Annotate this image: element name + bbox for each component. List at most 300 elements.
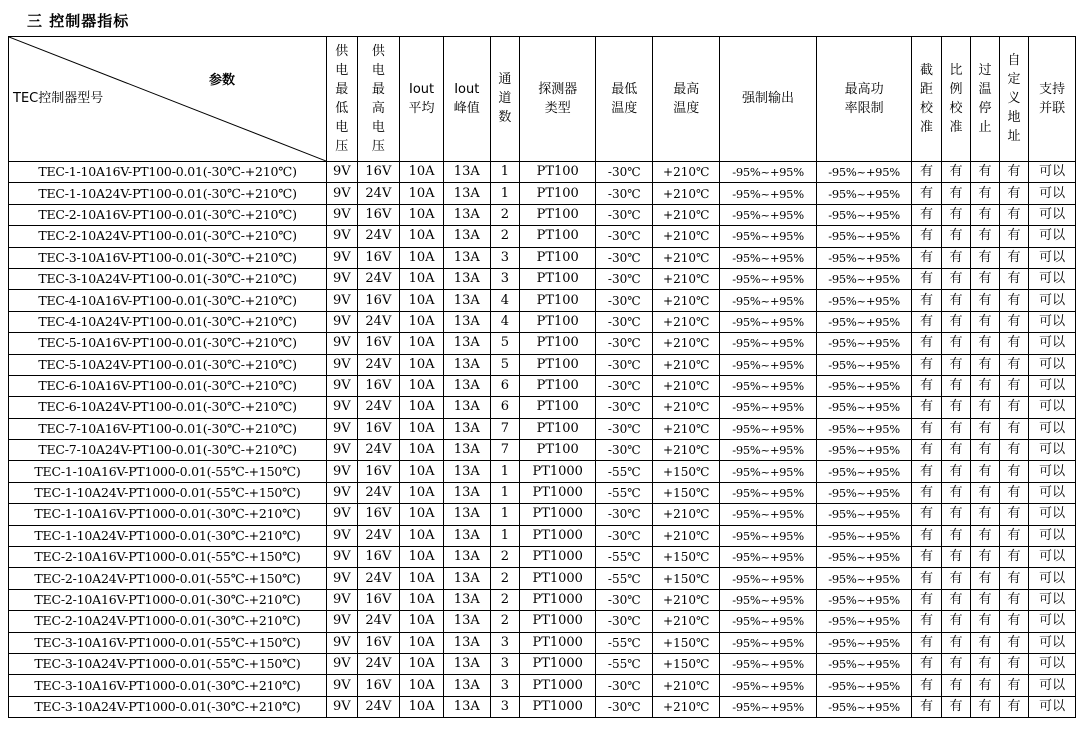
cell-ch: 7	[490, 418, 519, 439]
cell-force: -95%~+95%	[720, 375, 817, 396]
table-row	[9, 440, 1076, 461]
cell-model: TEC-3-10A16V-PT100-0.01(-30℃-+210℃)	[9, 247, 327, 268]
cell-plimit: -95%~+95%	[816, 589, 912, 610]
cell-tmin: -30℃	[596, 226, 653, 247]
cell-scale: 有	[941, 226, 970, 247]
cell-model: TEC-1-10A16V-PT1000-0.01(-55℃-+150℃)	[9, 461, 327, 482]
cell-offset: 有	[912, 696, 941, 717]
header-vmin-line: 最	[335, 81, 349, 97]
cell-scale: 有	[941, 354, 970, 375]
cell-addr: 有	[999, 482, 1028, 503]
header-sensor-line: 类型	[544, 100, 571, 116]
cell-vmax: 24V	[357, 611, 400, 632]
header-otp-line: 过	[978, 62, 992, 78]
cell-addr: 有	[999, 183, 1028, 204]
header-parallel-line: 并联	[1039, 100, 1066, 116]
cell-plimit: -95%~+95%	[816, 611, 912, 632]
cell-iavg: 10A	[400, 418, 444, 439]
cell-tmin: -30℃	[596, 375, 653, 396]
cell-tmax: +210℃	[653, 375, 720, 396]
header-tmax	[653, 37, 720, 162]
cell-sensor: PT100	[520, 183, 596, 204]
cell-sensor: PT100	[520, 333, 596, 354]
cell-tmin: -30℃	[596, 354, 653, 375]
header-vmax-line: 最	[371, 81, 385, 97]
cell-model: TEC-4-10A16V-PT100-0.01(-30℃-+210℃)	[9, 290, 327, 311]
cell-addr: 有	[999, 504, 1028, 525]
cell-scale: 有	[941, 162, 970, 183]
cell-addr: 有	[999, 440, 1028, 461]
cell-iavg: 10A	[400, 632, 444, 653]
param-header-label: 参数	[209, 73, 236, 88]
cell-otp: 有	[971, 354, 999, 375]
cell-vmax: 24V	[357, 226, 400, 247]
cell-force: -95%~+95%	[720, 440, 817, 461]
cell-scale: 有	[941, 183, 970, 204]
cell-vmin: 9V	[327, 547, 357, 568]
cell-ch: 1	[490, 183, 519, 204]
cell-offset: 有	[912, 589, 941, 610]
cell-ch: 3	[490, 696, 519, 717]
header-sensor	[520, 37, 596, 162]
cell-iavg: 10A	[400, 375, 444, 396]
cell-ch: 2	[490, 204, 519, 225]
header-iavg-line: Iout	[408, 81, 435, 97]
cell-vmin: 9V	[327, 226, 357, 247]
cell-ipeak: 13A	[443, 290, 490, 311]
cell-model: TEC-2-10A16V-PT1000-0.01(-30℃-+210℃)	[9, 589, 327, 610]
cell-model: TEC-2-10A24V-PT100-0.01(-30℃-+210℃)	[9, 226, 327, 247]
cell-vmin: 9V	[327, 204, 357, 225]
cell-vmax: 16V	[357, 333, 400, 354]
cell-vmin: 9V	[327, 461, 357, 482]
cell-ipeak: 13A	[443, 461, 490, 482]
cell-model: TEC-3-10A16V-PT1000-0.01(-30℃-+210℃)	[9, 675, 327, 696]
table-row	[9, 547, 1076, 568]
cell-parallel: 可以	[1029, 162, 1076, 183]
cell-plimit: -95%~+95%	[816, 568, 912, 589]
cell-vmin: 9V	[327, 375, 357, 396]
header-vmax-line: 供	[371, 43, 385, 59]
cell-otp: 有	[971, 653, 999, 674]
header-offset-line: 准	[920, 119, 934, 135]
table-row	[9, 183, 1076, 204]
cell-tmax: +210℃	[653, 675, 720, 696]
cell-vmax: 24V	[357, 525, 400, 546]
cell-offset: 有	[912, 547, 941, 568]
cell-offset: 有	[912, 482, 941, 503]
cell-iavg: 10A	[400, 247, 444, 268]
cell-vmax: 16V	[357, 418, 400, 439]
cell-ch: 1	[490, 504, 519, 525]
cell-tmax: +210℃	[653, 397, 720, 418]
cell-sensor: PT100	[520, 247, 596, 268]
cell-otp: 有	[971, 696, 999, 717]
cell-offset: 有	[912, 247, 941, 268]
cell-model: TEC-3-10A24V-PT1000-0.01(-55℃-+150℃)	[9, 653, 327, 674]
cell-ch: 5	[490, 333, 519, 354]
cell-plimit: -95%~+95%	[816, 397, 912, 418]
cell-ipeak: 13A	[443, 525, 490, 546]
cell-tmax: +150℃	[653, 547, 720, 568]
cell-scale: 有	[941, 397, 970, 418]
cell-scale: 有	[941, 482, 970, 503]
cell-tmin: -55℃	[596, 461, 653, 482]
cell-parallel: 可以	[1029, 611, 1076, 632]
cell-tmin: -30℃	[596, 611, 653, 632]
cell-force: -95%~+95%	[720, 653, 817, 674]
cell-otp: 有	[971, 504, 999, 525]
cell-tmax: +210℃	[653, 504, 720, 525]
header-sensor-line: 探测器	[538, 81, 578, 97]
cell-tmin: -30℃	[596, 247, 653, 268]
cell-iavg: 10A	[400, 482, 444, 503]
header-vmin-line: 压	[335, 138, 349, 154]
header-vmin-line: 供	[335, 43, 349, 59]
cell-tmax: +210℃	[653, 589, 720, 610]
header-tmin-line: 温度	[611, 100, 638, 116]
cell-sensor: PT1000	[520, 461, 596, 482]
cell-vmax: 24V	[357, 568, 400, 589]
cell-model: TEC-2-10A24V-PT1000-0.01(-55℃-+150℃)	[9, 568, 327, 589]
cell-tmax: +150℃	[653, 632, 720, 653]
cell-ch: 2	[490, 226, 519, 247]
cell-scale: 有	[941, 290, 970, 311]
cell-ipeak: 13A	[443, 418, 490, 439]
table-row	[9, 226, 1076, 247]
header-iavg	[400, 37, 444, 162]
cell-offset: 有	[912, 183, 941, 204]
cell-parallel: 可以	[1029, 696, 1076, 717]
cell-addr: 有	[999, 653, 1028, 674]
cell-otp: 有	[971, 482, 999, 503]
cell-ipeak: 13A	[443, 440, 490, 461]
cell-tmax: +210℃	[653, 247, 720, 268]
cell-tmax: +210℃	[653, 183, 720, 204]
cell-addr: 有	[999, 226, 1028, 247]
cell-otp: 有	[971, 568, 999, 589]
cell-vmin: 9V	[327, 354, 357, 375]
cell-ipeak: 13A	[443, 611, 490, 632]
cell-force: -95%~+95%	[720, 461, 817, 482]
cell-model: TEC-5-10A16V-PT100-0.01(-30℃-+210℃)	[9, 333, 327, 354]
header-addr-line: 定	[1007, 72, 1021, 87]
cell-offset: 有	[912, 504, 941, 525]
cell-tmin: -30℃	[596, 333, 653, 354]
header-addr	[999, 37, 1028, 162]
cell-sensor: PT100	[520, 354, 596, 375]
cell-offset: 有	[912, 226, 941, 247]
cell-scale: 有	[941, 268, 970, 289]
cell-force: -95%~+95%	[720, 226, 817, 247]
cell-parallel: 可以	[1029, 204, 1076, 225]
cell-tmax: +210℃	[653, 290, 720, 311]
cell-ipeak: 13A	[443, 504, 490, 525]
cell-force: -95%~+95%	[720, 568, 817, 589]
cell-tmax: +210℃	[653, 696, 720, 717]
cell-iavg: 10A	[400, 397, 444, 418]
cell-vmin: 9V	[327, 440, 357, 461]
header-otp-line: 止	[978, 119, 992, 135]
cell-scale: 有	[941, 568, 970, 589]
header-otp	[971, 37, 999, 162]
cell-tmin: -55℃	[596, 632, 653, 653]
header-ch-line: 通	[498, 72, 512, 87]
cell-force: -95%~+95%	[720, 268, 817, 289]
cell-model: TEC-1-10A16V-PT100-0.01(-30℃-+210℃)	[9, 162, 327, 183]
cell-addr: 有	[999, 162, 1028, 183]
table-row	[9, 397, 1076, 418]
cell-ch: 3	[490, 247, 519, 268]
header-vmin-line: 电	[335, 62, 349, 78]
cell-ipeak: 13A	[443, 568, 490, 589]
cell-vmax: 16V	[357, 589, 400, 610]
cell-model: TEC-7-10A24V-PT100-0.01(-30℃-+210℃)	[9, 440, 327, 461]
cell-iavg: 10A	[400, 162, 444, 183]
cell-iavg: 10A	[400, 204, 444, 225]
cell-parallel: 可以	[1029, 333, 1076, 354]
cell-sensor: PT100	[520, 226, 596, 247]
table-row	[9, 611, 1076, 632]
cell-scale: 有	[941, 461, 970, 482]
cell-otp: 有	[971, 311, 999, 332]
cell-plimit: -95%~+95%	[816, 440, 912, 461]
header-vmin	[327, 37, 357, 162]
cell-vmin: 9V	[327, 568, 357, 589]
cell-iavg: 10A	[400, 696, 444, 717]
cell-vmin: 9V	[327, 611, 357, 632]
cell-parallel: 可以	[1029, 632, 1076, 653]
cell-scale: 有	[941, 440, 970, 461]
cell-vmax: 16V	[357, 204, 400, 225]
header-force-line: 强制输出	[742, 91, 795, 106]
cell-parallel: 可以	[1029, 547, 1076, 568]
cell-offset: 有	[912, 525, 941, 546]
header-offset-line: 距	[920, 81, 934, 97]
cell-offset: 有	[912, 311, 941, 332]
cell-ch: 1	[490, 461, 519, 482]
cell-addr: 有	[999, 247, 1028, 268]
header-scale-line: 准	[949, 119, 963, 135]
cell-vmin: 9V	[327, 525, 357, 546]
cell-force: -95%~+95%	[720, 333, 817, 354]
header-vmax	[357, 37, 400, 162]
cell-offset: 有	[912, 290, 941, 311]
cell-iavg: 10A	[400, 333, 444, 354]
cell-plimit: -95%~+95%	[816, 226, 912, 247]
cell-addr: 有	[999, 611, 1028, 632]
cell-parallel: 可以	[1029, 290, 1076, 311]
cell-vmax: 16V	[357, 675, 400, 696]
cell-vmin: 9V	[327, 183, 357, 204]
cell-vmin: 9V	[327, 162, 357, 183]
cell-tmax: +150℃	[653, 461, 720, 482]
cell-sensor: PT1000	[520, 696, 596, 717]
header-addr-line: 自	[1007, 53, 1021, 68]
cell-model: TEC-1-10A24V-PT100-0.01(-30℃-+210℃)	[9, 183, 327, 204]
header-plimit	[816, 37, 912, 162]
table-row	[9, 311, 1076, 332]
header-vmax-line: 高	[371, 100, 385, 116]
cell-addr: 有	[999, 525, 1028, 546]
cell-iavg: 10A	[400, 504, 444, 525]
cell-addr: 有	[999, 547, 1028, 568]
cell-parallel: 可以	[1029, 268, 1076, 289]
cell-addr: 有	[999, 333, 1028, 354]
cell-vmax: 24V	[357, 354, 400, 375]
cell-ipeak: 13A	[443, 696, 490, 717]
cell-vmin: 9V	[327, 311, 357, 332]
cell-vmin: 9V	[327, 482, 357, 503]
cell-tmin: -30℃	[596, 589, 653, 610]
cell-addr: 有	[999, 397, 1028, 418]
cell-ch: 2	[490, 611, 519, 632]
cell-scale: 有	[941, 653, 970, 674]
cell-tmin: -30℃	[596, 162, 653, 183]
header-tmax-line: 最高	[673, 81, 700, 97]
cell-otp: 有	[971, 632, 999, 653]
cell-scale: 有	[941, 333, 970, 354]
cell-model: TEC-2-10A16V-PT100-0.01(-30℃-+210℃)	[9, 204, 327, 225]
header-addr-line: 址	[1007, 129, 1021, 144]
header-addr-line: 义	[1007, 91, 1021, 106]
cell-ipeak: 13A	[443, 204, 490, 225]
cell-ipeak: 13A	[443, 226, 490, 247]
cell-tmin: -30℃	[596, 397, 653, 418]
cell-plimit: -95%~+95%	[816, 268, 912, 289]
cell-sensor: PT100	[520, 311, 596, 332]
cell-tmin: -55℃	[596, 547, 653, 568]
cell-model: TEC-3-10A24V-PT1000-0.01(-30℃-+210℃)	[9, 696, 327, 717]
cell-vmax: 24V	[357, 653, 400, 674]
cell-tmax: +210℃	[653, 418, 720, 439]
cell-model: TEC-1-10A24V-PT1000-0.01(-30℃-+210℃)	[9, 525, 327, 546]
cell-iavg: 10A	[400, 354, 444, 375]
cell-iavg: 10A	[400, 290, 444, 311]
header-scale-line: 比	[949, 62, 963, 78]
cell-plimit: -95%~+95%	[816, 333, 912, 354]
cell-tmin: -30℃	[596, 204, 653, 225]
table-row	[9, 354, 1076, 375]
cell-ch: 3	[490, 632, 519, 653]
cell-sensor: PT100	[520, 440, 596, 461]
cell-offset: 有	[912, 440, 941, 461]
header-otp-line: 停	[978, 100, 992, 116]
cell-addr: 有	[999, 311, 1028, 332]
controller-spec-table	[8, 36, 1076, 718]
cell-force: -95%~+95%	[720, 547, 817, 568]
table-row	[9, 525, 1076, 546]
cell-vmax: 24V	[357, 440, 400, 461]
table-row	[9, 375, 1076, 396]
cell-scale: 有	[941, 611, 970, 632]
cell-vmin: 9V	[327, 653, 357, 674]
cell-parallel: 可以	[1029, 568, 1076, 589]
cell-force: -95%~+95%	[720, 183, 817, 204]
cell-force: -95%~+95%	[720, 589, 817, 610]
table-row	[9, 504, 1076, 525]
cell-tmax: +210℃	[653, 354, 720, 375]
section-title: 三 控制器指标	[27, 12, 130, 30]
cell-vmin: 9V	[327, 247, 357, 268]
cell-otp: 有	[971, 247, 999, 268]
cell-scale: 有	[941, 375, 970, 396]
cell-otp: 有	[971, 675, 999, 696]
cell-plimit: -95%~+95%	[816, 482, 912, 503]
cell-tmax: +150℃	[653, 653, 720, 674]
table-row	[9, 568, 1076, 589]
header-ipeak-line: 峰值	[453, 100, 480, 116]
cell-plimit: -95%~+95%	[816, 504, 912, 525]
cell-otp: 有	[971, 204, 999, 225]
cell-force: -95%~+95%	[720, 290, 817, 311]
cell-iavg: 10A	[400, 311, 444, 332]
cell-vmin: 9V	[327, 397, 357, 418]
cell-vmin: 9V	[327, 504, 357, 525]
cell-model: TEC-6-10A16V-PT100-0.01(-30℃-+210℃)	[9, 375, 327, 396]
cell-ch: 4	[490, 290, 519, 311]
cell-ipeak: 13A	[443, 183, 490, 204]
cell-tmax: +210℃	[653, 162, 720, 183]
cell-ipeak: 13A	[443, 311, 490, 332]
cell-vmax: 24V	[357, 268, 400, 289]
cell-scale: 有	[941, 311, 970, 332]
header-ch-line: 道	[498, 91, 512, 106]
header-tmin	[596, 37, 653, 162]
cell-parallel: 可以	[1029, 482, 1076, 503]
cell-iavg: 10A	[400, 461, 444, 482]
cell-scale: 有	[941, 504, 970, 525]
cell-scale: 有	[941, 547, 970, 568]
cell-vmax: 16V	[357, 461, 400, 482]
cell-otp: 有	[971, 162, 999, 183]
table-body	[9, 162, 1076, 718]
cell-vmax: 16V	[357, 375, 400, 396]
cell-sensor: PT1000	[520, 653, 596, 674]
cell-vmin: 9V	[327, 632, 357, 653]
cell-otp: 有	[971, 440, 999, 461]
cell-plimit: -95%~+95%	[816, 290, 912, 311]
cell-force: -95%~+95%	[720, 504, 817, 525]
cell-tmin: -55℃	[596, 653, 653, 674]
cell-addr: 有	[999, 461, 1028, 482]
cell-sensor: PT1000	[520, 675, 596, 696]
cell-iavg: 10A	[400, 525, 444, 546]
cell-parallel: 可以	[1029, 311, 1076, 332]
cell-parallel: 可以	[1029, 183, 1076, 204]
cell-offset: 有	[912, 333, 941, 354]
cell-plimit: -95%~+95%	[816, 247, 912, 268]
cell-tmin: -55℃	[596, 482, 653, 503]
cell-tmax: +210℃	[653, 333, 720, 354]
cell-tmin: -30℃	[596, 440, 653, 461]
cell-force: -95%~+95%	[720, 525, 817, 546]
cell-tmin: -30℃	[596, 696, 653, 717]
table-row	[9, 653, 1076, 674]
header-scale	[941, 37, 970, 162]
header-parallel-line: 支持	[1039, 81, 1066, 97]
cell-offset: 有	[912, 632, 941, 653]
cell-parallel: 可以	[1029, 525, 1076, 546]
cell-vmax: 16V	[357, 632, 400, 653]
cell-tmin: -30℃	[596, 525, 653, 546]
cell-ipeak: 13A	[443, 268, 490, 289]
cell-scale: 有	[941, 247, 970, 268]
cell-offset: 有	[912, 204, 941, 225]
header-force	[720, 37, 817, 162]
table-row	[9, 696, 1076, 717]
cell-addr: 有	[999, 589, 1028, 610]
